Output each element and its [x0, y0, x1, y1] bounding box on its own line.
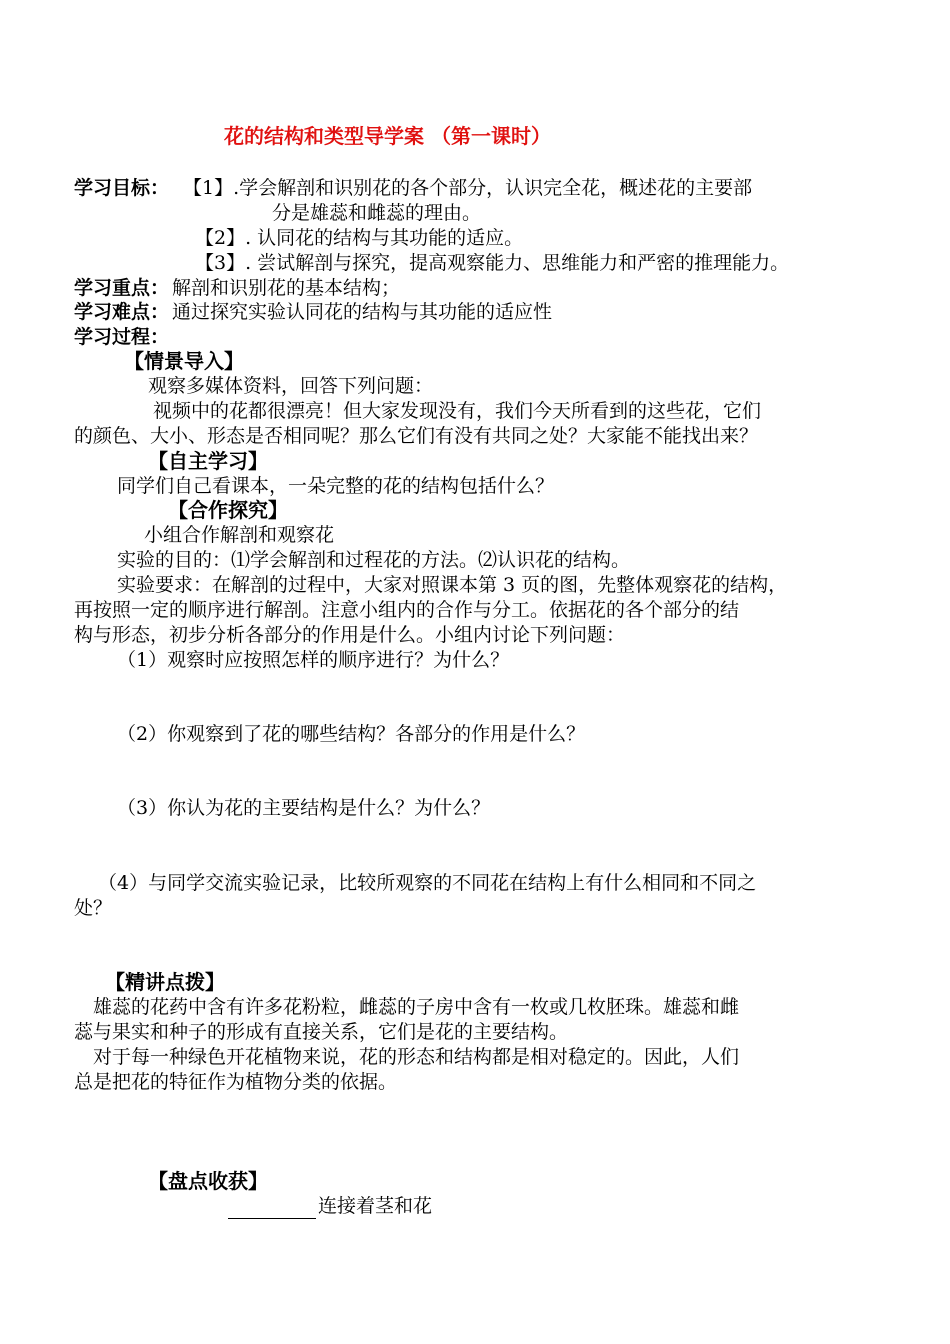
explanation-line-4: 总是把花的特征作为植物分类的依据。	[74, 1071, 398, 1093]
explanation-heading: 【精讲点拨】	[105, 970, 225, 994]
cooperation-line-1: 小组合作解剖和观察花	[144, 524, 335, 546]
summary-line-1	[228, 1194, 432, 1219]
page-title: 花的结构和类型导学案 （第一课时）	[224, 124, 551, 148]
intro-line-3: 的颜色、大小、形态是否相同呢？那么它们有没有共同之处？大家能不能找出来？	[74, 425, 759, 447]
question-4-line-1: （4）与同学交流实验记录，比较所观察的不同花在结构上有什么相同和不同之	[98, 872, 757, 894]
cooperation-heading: 【合作探究】	[168, 498, 288, 522]
intro-line-2: 视频中的花都很漂亮！但大家发现没有，我们今天所看到的这些花，它们	[153, 400, 762, 422]
objectives-label: 学习目标：	[74, 177, 170, 199]
question-4-line-2: 处？	[74, 897, 113, 919]
self-study-heading: 【自主学习】	[148, 449, 268, 473]
objective-3: 【3】. 尝试解剖与探究，提高观察能力、思维能力和严密的推理能力。	[195, 252, 790, 274]
summary-line-1-text: 连接着茎和花	[318, 1195, 433, 1217]
summary-heading: 【盘点收获】	[148, 1169, 268, 1193]
cooperation-line-5: 构与形态，初步分析各部分的作用是什么。小组内讨论下列问题：	[74, 624, 626, 646]
explanation-line-1: 雄蕊的花药中含有许多花粉粒，雌蕊的子房中含有一枚或几枚胚珠。雄蕊和雌	[93, 996, 740, 1018]
cooperation-line-3: 实验要求：在解剖的过程中，大家对照课本第 3 页的图，先整体观察花的结构，	[117, 574, 788, 596]
explanation-line-3: 对于每一种绿色开花植物来说，花的形态和结构都是相对稳定的。因此，人们	[93, 1046, 740, 1068]
focus-text: 解剖和识别花的基本结构；	[172, 277, 401, 299]
difficulty-label: 学习难点：	[74, 301, 170, 323]
process-label: 学习过程：	[74, 326, 170, 348]
question-2: （2）你观察到了花的哪些结构？各部分的作用是什么？	[117, 723, 586, 745]
question-3: （3）你认为花的主要结构是什么？为什么？	[117, 797, 491, 819]
question-1: （1）观察时应按照怎样的顺序进行？为什么？	[117, 649, 510, 671]
explanation-line-2: 蕊与果实和种子的形成有直接关系，它们是花的主要结构。	[74, 1021, 569, 1043]
self-study-line-1: 同学们自己看课本，一朵完整的花的结构包括什么？	[117, 475, 555, 497]
intro-line-1: 观察多媒体资料，回答下列问题：	[148, 375, 434, 397]
focus-label: 学习重点：	[74, 277, 170, 299]
objective-1-line-1: 【1】.学会解剖和识别花的各个部分，认识完全花，概述花的主要部	[183, 177, 753, 199]
answer-blank[interactable]	[228, 1198, 316, 1219]
difficulty-text: 通过探究实验认同花的结构与其功能的适应性	[172, 301, 553, 323]
cooperation-line-2: 实验的目的：⑴学会解剖和过程花的方法。⑵认识花的结构。	[117, 549, 631, 571]
intro-heading: 【情景导入】	[124, 349, 244, 373]
objective-2: 【2】. 认同花的结构与其功能的适应。	[195, 227, 524, 249]
objective-1-line-2: 分是雄蕊和雌蕊的理由。	[272, 202, 482, 224]
cooperation-line-4: 再按照一定的顺序进行解剖。注意小组内的合作与分工。依据花的各个部分的结	[74, 599, 740, 621]
